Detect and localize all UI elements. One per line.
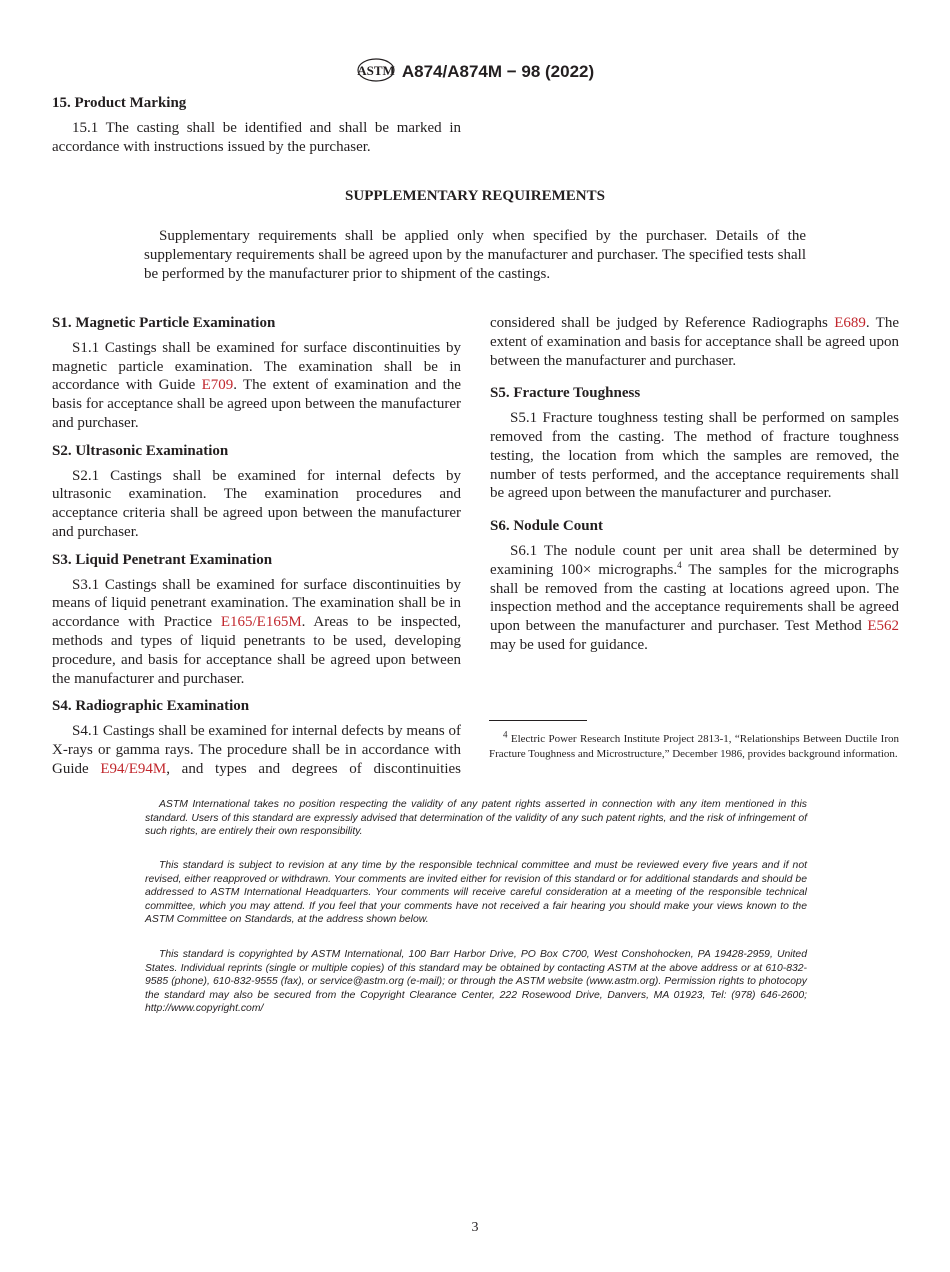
section-heading: S4. Radiographic Examination	[52, 698, 250, 715]
footnote-text: Electric Power Research Institute Project 2813-1, “Relationships Between Ductile Iron Fracture Toughness and Microstructure,” December 1986, provides background information.	[489, 733, 900, 760]
paragraph	[52, 576, 461, 689]
paragraph: S5.1 Fracture toughness testing shall be performed on samples removed from the casting. The method of fracture toughness testing, the location from which the samples are removed, the number of tests performed, and the acceptance requirements shall be agreed upon between the manufacturer and purchaser.	[490, 410, 899, 502]
ref-link-e562[interactable]: E562	[867, 618, 899, 635]
supplementary-intro: Supplementary requirements shall be applied only when specified by the purchaser. Details of the supplementary requirements shall be agreed upon by the manufacturer and purchaser. The specified tests shall be performed by the manufacturer prior to shipment of the castings.	[144, 228, 806, 282]
paragraph	[52, 339, 461, 433]
section-15	[52, 94, 461, 165]
text: may be used for guidance.	[490, 636, 648, 653]
section-heading: S3. Liquid Penetrant Examination	[52, 551, 273, 568]
page-header	[0, 57, 950, 88]
designation: A874/A874M − 98 (2022)	[401, 61, 595, 81]
section-heading: S1. Magnetic Particle Examination	[52, 315, 276, 331]
section-heading: 15. Product Marking	[52, 95, 187, 111]
section-heading: S2. Ultrasonic Examination	[52, 442, 229, 459]
supplementary-title: SUPPLEMENTARY REQUIREMENTS	[345, 188, 605, 204]
paragraph	[490, 542, 899, 655]
section-heading: S5. Fracture Toughness	[490, 385, 641, 402]
text: The samples for the micrographs shall be removed from the casting at locations agreed upon. The inspection method and the acceptance requirements shall be agreed upon between the manufacturer and purchaser. Test Method	[490, 561, 900, 635]
two-column-body	[52, 314, 899, 784]
paragraph: S2.1 Castings shall be examined for internal defects by ultrasonic examination. The examination procedures and acceptance criteria shall be agreed upon between the manufacturer and purchaser.	[52, 467, 461, 540]
text: . The extent of examination and basis for acceptance shall be agreed upon between the manufacturer and purchaser.	[490, 315, 899, 369]
footnote-number: 4	[503, 729, 508, 740]
legal-copyright-notice: This standard is copyrighted by ASTM International, 100 Barr Harbor Drive, PO Box C700, West Conshohocken, PA 19428-2959, United States. Individual reprints (single or multiple copies) of this standard may be obtained by contacting ASTM at the above address or at 610-832-9585 (phone), 610-832-9555 (fax), or service@astm.org (e-mail); or through the ASTM website (www.astm.org). Permission rights to photocopy the standard may also be secured from the Copyright Clearance Center, 222 Rosewood Drive, Danvers, MA 01923, Tel: (978) 646-2600; http://www.copyright.com/	[145, 949, 807, 1015]
svg-text:ASTM: ASTM	[357, 63, 395, 78]
text: . Areas to be inspected, methods and types of liquid penetrants to be used, developing procedure, and basis for acceptance shall be agreed upon between the manufacturer and purchaser.	[52, 614, 462, 687]
ref-link-e709[interactable]: E709	[201, 377, 234, 394]
text: S1.1 Castings shall be examined for surface discontinuities by magnetic particle examination. The examination shall be in accordance with Guide	[52, 339, 461, 394]
ref-link-e94[interactable]: E94/E94M	[100, 760, 167, 777]
legal-patent-notice: ASTM International takes no position respecting the validity of any patent rights asserted in connection with any item mentioned in this standard. Users of this standard are expressly advised that determination of the validity of any such patent rights, and the risk of infringement of such rights, are entirely their own responsibility.	[145, 799, 807, 838]
page-number: 3	[471, 1220, 479, 1235]
text: . The extent of examination and the basis for acceptance shall be agreed upon between the manufacturer and purchaser.	[52, 377, 461, 431]
astm-logo-icon	[356, 57, 396, 88]
paragraph: 15.1 The casting shall be identified and shall be marked in accordance with instructions issued by the purchaser.	[52, 119, 461, 155]
text: S3.1 Castings shall be examined for surface discontinuities by means of liquid penetrant examination. The examination shall be in accordance with Practice	[52, 576, 461, 631]
footnote-mark: 4	[677, 559, 682, 570]
legal-revision-notice: This standard is subject to revision at any time by the responsible technical committee and must be reviewed every five years and if not revised, either reapproved or withdrawn. Your comments are invited either for revision of this standard or for additional standards and should be addressed to ASTM International Headquarters. Your comments will receive careful consideration at a meeting of the responsible technical committee, which you may attend. If you feel that your comments have not received a fair hearing you should make your views known to the ASTM Committee on Standards, at the address shown below.	[145, 860, 807, 926]
ref-link-e165[interactable]: E165/E165M	[220, 614, 302, 631]
text: , and types and degrees of discontinuities considered shall be judged by Reference Radiographs	[166, 315, 835, 777]
text: S4.1 Castings shall be examined for internal defects by means of X-rays or gamma rays. The procedure shall be in accordance with Guide	[52, 723, 461, 777]
text: S6.1 The nodule count per unit area shall be determined by examining 100× micrographs.	[490, 542, 899, 578]
ref-link-e689[interactable]: E689	[834, 315, 866, 331]
footnote-divider	[489, 720, 587, 721]
section-heading: S6. Nodule Count	[490, 518, 603, 535]
footnote	[489, 729, 900, 762]
